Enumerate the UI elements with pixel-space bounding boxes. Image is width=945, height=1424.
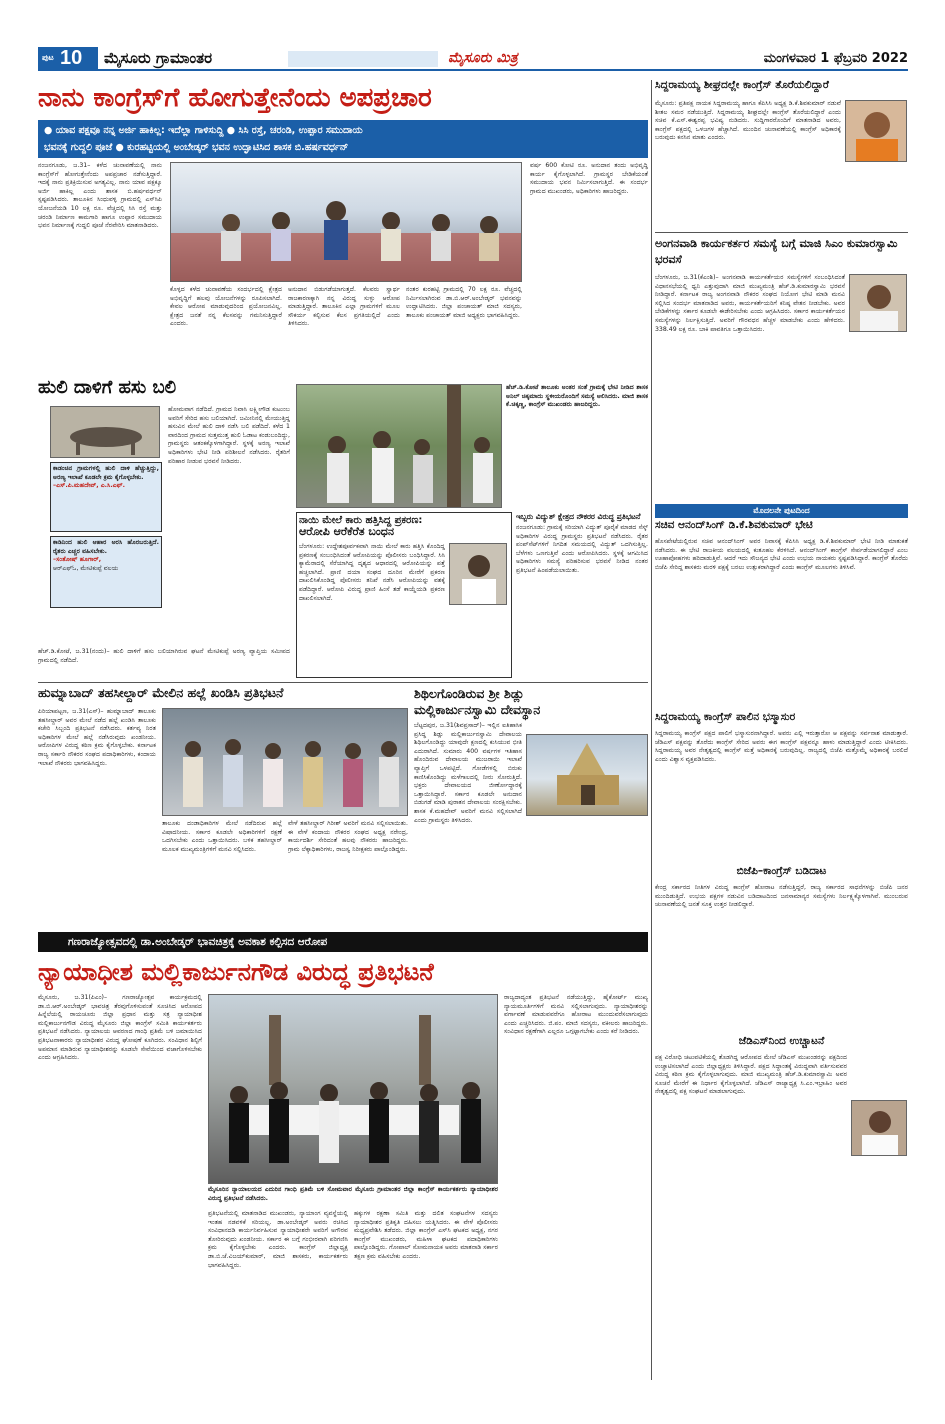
electric-body: ನಂಜನಗೂಡು: ಗ್ರಾಮಕ್ಕೆ ಸರಿಯಾಗಿ ವಿದ್ಯುತ್ ಪೂರೈಕೆ ಮಾಡದ ಸೆಸ್ಕ್ ಅಧಿಕಾರಿಗಳ ವಿರುದ್ಧ ಗ್ರಾಮಸ್ಥರು ಪ್ರತಿಭಟನೆ ನಡೆಸಿದರು. ರೈತರ ಪಂಪ್‌ಸೆಟ್‌ಗಳಿಗೆ ನಿಗದಿತ ಸಮಯದಲ್ಲಿ ವಿದ್ಯುತ್ ಒದಗಿಸುತ್ತಿಲ್ಲ. ಬೆಳೆಗಳು ಒಣಗುತ್ತಿವೆ ಎಂದು ಆರೋಪಿಸಿದರು. ಸ್ಥಳಕ್ಕೆ ಆಗಮಿಸಿದ ಅಧಿಕಾರಿಗಳು ಸಮಸ್ಯೆ ಪರಿಹರಿಸುವ ಭರವಸೆ ನೀಡಿದ ನಂತರ ಪ್ರತಿಭಟನೆ ಹಿಂಪಡೆಯಲಾಯಿತು. [516,524,648,574]
ambedkar-photo-scene [209,995,498,1184]
temple-headline-2: ಮಲ್ಲಿಕಾರ್ಜುನಸ್ವಾಮಿ ದೇವಸ್ಥಾನ [414,702,541,717]
temple-graphic [527,735,648,816]
lead-col1: ನಂಜನಗೂಡು, ಜ.31– ಕಳೆದ ಚುನಾವಣೆಯಲ್ಲಿ ನಾನು ಕಾಂಗ್ರೆಸ್‌ಗೆ ಹೋಗುತ್ತೇನೆಂದು ಅಪಪ್ರಚಾರ ನಡೆಸುತ್ತಿದ್ದಾರೆ. ಇದಕ್ಕೆ ನಾನು ಪ್ರತಿಕ್ರಿಯಿಸುವ ಅಗತ್ಯವಿಲ್ಲ. ನಾನು ಯಾವ ಪಕ್ಷಕ್ಕೂ ಅರ್ಜಿ ಹಾಕಿಲ್ಲ ಎಂದು ಶಾಸಕ ಬಿ.ಹರ್ಷವರ್ಧನ್ ಸ್ಪಷ್ಟಪಡಿಸಿದರು. ತಾಲೂಕಿನ ಸಿಂಧುವಳ್ಳಿ ಗ್ರಾಮದಲ್ಲಿ ಎಸ್‌ಸಿಪಿ ಯೋಜನೆಯಡಿ 10 ಲಕ್ಷ ರೂ. ವೆಚ್ಚದಲ್ಲಿ ಸಿಸಿ ರಸ್ತೆ ಮತ್ತು ಚರಂಡಿ ನಿರ್ಮಾಣ ಕಾಮಗಾರಿ ಹಾಗೂ ಉಪ್ಪಾರ ಸಮುದಾಯ ಭವನ ನಿರ್ಮಾಣಕ್ಕೆ ಗುದ್ದಲಿ ಪೂಜೆ ನೆರವೇರಿಸಿ ಮಾತನಾಡಿದರು. [38,162,162,230]
jds-photo [851,1100,907,1156]
page-label: ಪುಟ [42,53,54,62]
jds-headline: ಜೆಡಿಎಸ್‌ನಿಂದ ಉಚ್ಚಾಟನೆ [738,1036,825,1047]
humnabad-body: ಪಿರಿಯಾಪಟ್ಟಣ, ಜ.31(ಎಸ್)– ಹುಮ್ನಾಬಾದ್ ತಾಲೂಕು ತಹಸೀಲ್ದಾರ್ ಅವರ ಮೇಲೆ ನಡೆದ ಹಲ್ಲೆ ಖಂಡಿಸಿ ತಾಲೂಕು ಕಚೇರಿ ಸಿಬ್ಬಂದಿ ಪ್ರತಿಭಟನೆ ನಡೆಸಿದರು. ಕರ್ತವ್ಯ ನಿರತ ಅಧಿಕಾರಿಗಳ ಮೇಲೆ ಹಲ್ಲೆ ನಡೆಸಿರುವುದು ಖಂಡನೀಯ. ಆರೋಪಿಗಳ ವಿರುದ್ಧ ಕಠಿಣ ಕ್ರಮ ಕೈಗೊಳ್ಳಬೇಕು. ಕರ್ನಾಟಕ ರಾಜ್ಯ ಸರ್ಕಾರಿ ನೌಕರರ ಸಂಘದ ಪದಾಧಿಕಾರಿಗಳು, ಕಂದಾಯ ಇಲಾಖೆ ನೌಕರರು ಭಾಗವಹಿಸಿದ್ದರು. [38,708,156,767]
cow-graphic [51,407,160,458]
right-top-headline: ಸಿದ್ದರಾಮಯ್ಯ ಶೀಘ್ರದಲ್ಲೇ ಕಾಂಗ್ರೆಸ್ ತೊರೆಯಲಿದ್ದಾರೆ [655,80,829,91]
anand-singh-story [655,520,908,708]
humnabad-story [38,686,408,926]
ambedkar-headline: ನ್ಯಾಯಾಧೀಶ ಮಲ್ಲಿಕಾರ್ಜುನಗೌಡ ವಿರುದ್ಧ ಪ್ರತಿಭಟನೆ [38,958,434,986]
humnabad-body-2: ತಾಲೂಕು ದಂಡಾಧಿಕಾರಿಗಳ ಮೇಲೆ ನಡೆದಿರುವ ಹಲ್ಲೆ ವಿಷಾದನೀಯ. ಸರ್ಕಾರ ಕೂಡಲೇ ಅಧಿಕಾರಿಗಳಿಗೆ ರಕ್ಷಣೆ ಒದಗಿಸಬೇಕು ಎಂದು ಒತ್ತಾಯಿಸಿದರು. ಬಳಿಕ ತಹಸೀಲ್ದಾರ್ ಮೂಲಕ ಮುಖ್ಯಮಂತ್ರಿಗಳಿಗೆ ಮನವಿ ಸಲ್ಲಿಸಿದರು. [162,820,282,853]
portrait-graphic-2 [850,275,907,332]
lead-sub2: ಭವನಕ್ಕೆ ಗುದ್ದಲಿ ಪೂಜೆ ● ಕುರಹಟ್ಟಿಯಲ್ಲಿ ಅಂಬೇಡ್ಕರ್ ಭವನ ಉದ್ಘಾಟಿಸಿದ ಶಾಸಕ ಬಿ.ಹರ್ಷವರ್ಧನ್ [44,142,349,153]
lead-col4: ನಂತರ ಕುರಹಟ್ಟಿ ಗ್ರಾಮದಲ್ಲಿ 70 ಲಕ್ಷ ರೂ. ವೆಚ್ಚದಲ್ಲಿ ನಿರ್ಮಿಸಲಾಗಿರುವ ಡಾ.ಬಿ.ಆರ್.ಅಂಬೇಡ್ಕರ್ ಭವನವನ್ನು ಉದ್ಘಾಟಿಸಿದರು. ಜಿಲ್ಲಾ ಪಂಚಾಯತ್ ಮಾಜಿ ಸದಸ್ಯರು, ತಾಲೂಕು ಪಂಚಾಯತ್ ಮಾಜಿ ಅಧ್ಯಕ್ಷರು ಭಾಗವಹಿಸಿದ್ದರು. [406,286,522,319]
bhasmasura-body: ಸಿದ್ದರಾಮಯ್ಯ ಕಾಂಗ್ರೆಸ್ ಪಕ್ಷದ ಪಾಲಿಗೆ ಭಸ್ಮಾಸುರನಾಗಿದ್ದಾರೆ. ಅವರು ಎಲ್ಲಿ ಇರುತ್ತಾರೋ ಆ ಪಕ್ಷವನ್ನು ಸರ್ವನಾಶ ಮಾಡುತ್ತಾರೆ. ಜೆಡಿಎಸ್ ಪಕ್ಷವನ್ನು ತೊರೆದು ಕಾಂಗ್ರೆಸ್ ಸೇರಿದ ಅವರು ಈಗ ಕಾಂಗ್ರೆಸ್ ಪಕ್ಷವನ್ನೂ ಹಾಳು ಮಾಡುತ್ತಿದ್ದಾರೆ ಎಂದು ಟೀಕಿಸಿದರು. ಸಿದ್ದರಾಮಯ್ಯ ಅವರ ನೇತೃತ್ವದಲ್ಲಿ ಕಾಂಗ್ರೆಸ್ ಮತ್ತೆ ಅಧಿಕಾರಕ್ಕೆ ಬರುವುದಿಲ್ಲ. ರಾಜ್ಯದಲ್ಲಿ ಬಿಜೆಪಿ ಮತ್ತೊಮ್ಮೆ ಅಧಿಕಾರಕ್ಕೆ ಬರಲಿದೆ ಎಂದು ವಿಶ್ವಾಸ ವ್ಯಕ್ತಪಡಿಸಿದರು. [655,730,908,763]
visit-photo-caption: ಹೆಚ್.ಡಿ.ಕೋಟೆ ತಾಲೂಕು ಅಂತರ ಸಂತೆ ಗ್ರಾಮಕ್ಕೆ ಭೇಟಿ ನೀಡಿದ ಶಾಸಕ ಅನಿಲ್ ಚಿಕ್ಕಮಾದು ಸ್ಥಳೀಯರೊಂದಿಗೆ ಸಮಸ್ಯೆ ಆಲಿಸಿದರು. ಮಾಜಿ ಶಾಸಕ ಕೆ.ಚಿಕ್ಕಣ್ಣ, ಕಾಂಗ್ರೆಸ್ ಮುಖಂಡರು ಹಾಜರಿದ್ದರು. [506,384,648,409]
lead-photo [170,162,522,282]
dog-car-subhead: ಆರೋಪಿ ಆರೆಕೆರೆತ ಬಂಧನ [299,525,394,538]
lead-story [38,80,648,370]
humnabad-photo-scene [163,709,408,816]
ambedkar-col2: ಪ್ರತಿಭಟನೆಯಲ್ಲಿ ಮಾತನಾಡಿದ ಮುಖಂಡರು, ನ್ಯಾಯಾಂಗ ವ್ಯವಸ್ಥೆಯಲ್ಲಿ ಇಂತಹ ನಡವಳಿಕೆ ಸರಿಯಲ್ಲ. ಡಾ.ಅಂಬೇಡ್ಕರ್ ಅವರು ರಚಿಸಿದ ಸಂವಿಧಾನದಡಿ ಕಾರ್ಯನಿರ್ವಹಿಸುವ ನ್ಯಾಯಾಧೀಶರೇ ಅವರಿಗೆ ಅಗೌರವ ತೋರಿರುವುದು ಖಂಡನೀಯ. ಸರ್ಕಾರ ಈ ಬಗ್ಗೆ ಗಂಭೀರವಾಗಿ ಪರಿಗಣಿಸಿ ಕ್ರಮ ಕೈಗೊಳ್ಳಬೇಕು ಎಂದರು. ಕಾಂಗ್ರೆಸ್ ಜಿಲ್ಲಾಧ್ಯಕ್ಷ ಡಾ.ಬಿ.ಜೆ.ವಿಜಯ್‌ಕುಮಾರ್, ಮಾಜಿ ಶಾಸಕರು, ಕಾರ್ಯಕರ್ತರು ಭಾಗವಹಿಸಿದ್ದರು. [208,1210,348,1269]
dog-car-body: ಬೆಂಗಳೂರು: ಉದ್ದೇಶಪೂರ್ವಕವಾಗಿ ನಾಯಿ ಮೇಲೆ ಕಾರು ಹತ್ತಿಸಿ ಕೊಂದಿದ್ದ ಪ್ರಕರಣಕ್ಕೆ ಸಂಬಂಧಿಸಿದಂತೆ ಆರೋಪಿಯನ್ನು ಪೊಲೀಸರು ಬಂಧಿಸಿದ್ದಾರೆ. ಸಿಸಿ ಕ್ಯಾಮೆರಾದಲ್ಲಿ ಸೆರೆಯಾಗಿದ್ದ ದೃಶ್ಯದ ಆಧಾರದಲ್ಲಿ ಆರೋಪಿಯನ್ನು ಪತ್ತೆ ಹಚ್ಚಲಾಗಿದೆ. ಪ್ರಾಣಿ ದಯಾ ಸಂಘದ ದೂರಿನ ಮೇರೆಗೆ ಪ್ರಕರಣ ದಾಖಲಿಸಿಕೊಂಡಿದ್ದ ಪೊಲೀಸರು ತನಿಖೆ ನಡೆಸಿ ಆರೋಪಿಯನ್ನು ವಶಕ್ಕೆ ಪಡೆದಿದ್ದಾರೆ. ಆರೋಪಿ ವಿರುದ್ಧ ಪ್ರಾಣಿ ಹಿಂಸೆ ತಡೆ ಕಾಯ್ದೆಯಡಿ ಪ್ರಕರಣ ದಾಖಲಿಸಲಾಗಿದೆ. [299,543,445,602]
dog-car-headline: ನಾಯಿ ಮೇಲೆ ಕಾರು ಹತ್ತಿಸಿದ್ದ ಪ್ರಕರಣ: [299,515,423,526]
tiger-quote-1 [50,462,162,532]
bhasmasura-story [655,712,908,864]
anganwadi-story [655,236,908,494]
continued-banner: ಮೊದಲನೇ ಪುಟದಿಂದ [655,504,908,518]
visit-photo-scene [297,385,502,508]
lead-col2: ಕೊಳ್ಳದ ಕಳೆದ ಚುನಾವಣೆಯ ಸಂದರ್ಭದಲ್ಲಿ ಕ್ಷೇತ್ರದ ಅಭಿವೃದ್ಧಿಗೆ ಹಲವು ಯೋಜನೆಗಳನ್ನು ರೂಪಿಸಲಾಗಿದೆ. ಕೇವಲ ಆರೋಪ ಮಾಡುವುದರಿಂದ ಪ್ರಯೋಜನವಿಲ್ಲ. ಕ್ಷೇತ್ರದ ಜನತೆ ನನ್ನ ಕೆಲಸವನ್ನು ಗಮನಿಸುತ್ತಿದ್ದಾರೆ ಎಂದರು. [170,286,282,328]
tiger-story [38,378,290,678]
humnabad-photo [162,708,408,816]
bjp-congress-story [655,866,908,1034]
anganwadi-body: ಬೆಂಗಳೂರು, ಜ.31(ಕೆಎಂಶಿ)– ಅಂಗನವಾಡಿ ಕಾರ್ಯಕರ್ತೆಯರ ಸಮಸ್ಯೆಗಳಿಗೆ ಸಂಬಂಧಿಸಿದಂತೆ ವಿಧಾನಸಭೆಯಲ್ಲಿ ಧ್ವನಿ ಎತ್ತುವುದಾಗಿ ಮಾಜಿ ಮುಖ್ಯಮಂತ್ರಿ ಹೆಚ್.ಡಿ.ಕುಮಾರಸ್ವಾಮಿ ಭರವಸೆ ನೀಡಿದ್ದಾರೆ. ಕರ್ನಾಟಕ ರಾಜ್ಯ ಅಂಗನವಾಡಿ ನೌಕರರ ಸಂಘದ ನಿಯೋಗ ಭೇಟಿ ಮಾಡಿ ಮನವಿ ಸಲ್ಲಿಸಿದ ಸಂದರ್ಭ ಮಾತನಾಡಿದ ಅವರು, ಕಾರ್ಯಕರ್ತೆಯರಿಗೆ ಕನಿಷ್ಠ ವೇತನ ನೀಡಬೇಕು. ಅವರ ಬೇಡಿಕೆಗಳನ್ನು ಸರ್ಕಾರ ಕೂಡಲೇ ಈಡೇರಿಸಬೇಕು ಎಂದು ಆಗ್ರಹಿಸಿದರು. ಸರ್ಕಾರ ಕಾರ್ಯಕರ್ತೆಯರ ಸಮಸ್ಯೆಗಳನ್ನು ನಿರ್ಲಕ್ಷಿಸುತ್ತಿದೆ. ಅವರಿಗೆ ಗೌರವಧನ ಹೆಚ್ಚಳ ಮಾಡಬೇಕು ಎಂದು ಹೇಳಿದರು. 338.49 ಲಕ್ಷ ರೂ. ಬಾಕಿ ಪಾವತಿಗೂ ಒತ್ತಾಯಿಸಿದರು. [655,274,845,333]
bjp-congress-body: ಕೇಂದ್ರ ಸರ್ಕಾರದ ನೀತಿಗಳ ವಿರುದ್ಧ ಕಾಂಗ್ರೆಸ್ ಹೋರಾಟ ನಡೆಸುತ್ತಿದ್ದರೆ, ರಾಜ್ಯ ಸರ್ಕಾರದ ಸಾಧನೆಗಳನ್ನು ಬಿಜೆಪಿ ಜನರ ಮುಂದಿಡುತ್ತಿದೆ. ಉಭಯ ಪಕ್ಷಗಳ ನಡುವಿನ ಬಡಿದಾಟದಿಂದ ಜನಸಾಮಾನ್ಯರ ಸಮಸ್ಯೆಗಳು ನಿರ್ಲಕ್ಷ್ಯಕ್ಕೊಳಗಾಗಿವೆ. ಮುಂಬರುವ ಚುನಾವಣೆಯಲ್ಲಿ ಜನತೆ ಸೂಕ್ತ ಉತ್ತರ ನೀಡಲಿದ್ದಾರೆ. [655,884,908,909]
paper-name: ಮೈಸೂರು ಮಿತ್ರ [448,50,518,66]
temple-story [414,686,648,926]
jds-body: ಪಕ್ಷ ವಿರೋಧಿ ಚಟುವಟಿಕೆಯಲ್ಲಿ ತೊಡಗಿದ್ದ ಆರೋಪದ ಮೇಲೆ ಜೆಡಿಎಸ್ ಮುಖಂಡರನ್ನು ಪಕ್ಷದಿಂದ ಉಚ್ಚಾಟಿಸಲಾಗಿದೆ ಎಂದು ಜಿಲ್ಲಾಧ್ಯಕ್ಷರು ತಿಳಿಸಿದ್ದಾರೆ. ಪಕ್ಷದ ಸಿದ್ಧಾಂತಕ್ಕೆ ವಿರುದ್ಧವಾಗಿ ವರ್ತಿಸುವವರ ವಿರುದ್ಧ ಕಠಿಣ ಕ್ರಮ ಕೈಗೊಳ್ಳಲಾಗುವುದು. ಮಾಜಿ ಮುಖ್ಯಮಂತ್ರಿ ಹೆಚ್.ಡಿ.ಕುಮಾರಸ್ವಾಮಿ ಅವರ ಸೂಚನೆ ಮೇರೆಗೆ ಈ ನಿರ್ಧಾರ ಕೈಗೊಳ್ಳಲಾಗಿದೆ. ಜೆಡಿಎಸ್ ರಾಜ್ಯಾಧ್ಯಕ್ಷ ಸಿ.ಎಂ.ಇಬ್ರಾಹಿಂ ಅವರ ನೇತೃತ್ವದಲ್ಲಿ ಪಕ್ಷ ಸಂಘಟನೆ ಮಾಡಲಾಗುವುದು. [655,1054,847,1096]
issue-date: ಮಂಗಳವಾರ 1 ಫೆಬ್ರವರಿ 2022 [763,51,908,66]
tiger-bottom-text: ಹೆಚ್.ಡಿ.ಕೋಟೆ, ಜ.31(ನಂದು)– ಹುಲಿ ದಾಳಿಗೆ ಹಸು ಬಲಿಯಾಗಿರುವ ಘಟನೆ ಮೇಟಿಕುಪ್ಪೆ ಅರಣ್ಯ ವ್ಯಾಪ್ತಿಯ ಸಮೀಪದ ಗ್ರಾಮದಲ್ಲಿ ನಡೆದಿದೆ. [38,648,290,664]
temple-photo [526,734,648,816]
lead-sub1: ● ಯಾವ ಪಕ್ಷವೂ ನನ್ನ ಅರ್ಜಿ ಹಾಕಿಲ್ಲ: ಇದೆಲ್ಲಾ ಗಾಳಿಸುದ್ದಿ ● ಸಿಸಿ ರಸ್ತೆ, ಚರಂಡಿ, ಉಪ್ಪಾರ ಸಮುದಾಯ [44,125,363,136]
ambedkar-photo [208,994,498,1184]
page-number-box [38,47,98,71]
anand-singh-headline: ಸಚಿವ ಆನಂದ್‌ಸಿಂಗ್ ಡಿ.ಕೆ.ಶಿವಕುಮಾರ್ ಭೇಟಿ [655,520,813,531]
right-top-body: ಮೈಸೂರು: ಪ್ರತಿಪಕ್ಷ ನಾಯಕ ಸಿದ್ದರಾಮಯ್ಯ ಹಾಗೂ ಕೆಪಿಸಿಸಿ ಅಧ್ಯಕ್ಷ ಡಿ.ಕೆ.ಶಿವಕುಮಾರ್ ನಡುವೆ ಶೀತಲ ಸಮರ ನಡೆಯುತ್ತಿದೆ. ಸಿದ್ದರಾಮಯ್ಯ ಶೀಘ್ರದಲ್ಲೇ ಕಾಂಗ್ರೆಸ್ ತೊರೆಯಲಿದ್ದಾರೆ ಎಂದು ಸಚಿವ ಕೆ.ಎಸ್.ಈಶ್ವರಪ್ಪ ಭವಿಷ್ಯ ನುಡಿದರು. ಸುದ್ದಿಗಾರರೊಂದಿಗೆ ಮಾತನಾಡಿದ ಅವರು, ಕಾಂಗ್ರೆಸ್ ಪಕ್ಷದಲ್ಲಿ ಒಳಜಗಳ ಹೆಚ್ಚಾಗಿದೆ. ಮುಂದಿನ ಚುನಾವಣೆಯಲ್ಲಿ ಕಾಂಗ್ರೆಸ್ ಅಧಿಕಾರಕ್ಕೆ ಬರುವುದು ಕನಸಿನ ಮಾತು ಎಂದರು. [655,100,841,142]
tiger-column-body: ಹೋಮವಾಗ ನಡೆದಿದೆ. ಗ್ರಾಮದ ನಿವಾಸಿ ಲಕ್ಷ್ಮೀಗೌಡ ಕುಟುಂಬ ಅವರಿಗೆ ಸೇರಿದ ಹಸು ಬಲಿಯಾಗಿದೆ. ಜಮೀನಿನಲ್ಲಿ ಮೇಯುತ್ತಿದ್ದ ಹಸುವಿನ ಮೇಲೆ ಹುಲಿ ದಾಳಿ ನಡೆಸಿ ಬಲಿ ಪಡೆದಿದೆ. ಕಳೆದ 1 ವಾರದಿಂದ ಗ್ರಾಮದ ಸುತ್ತಮುತ್ತ ಹುಲಿ ಓಡಾಟ ಕಂಡುಬಂದಿದ್ದು, ಗ್ರಾಮಸ್ಥರು ಆತಂಕಕ್ಕೊಳಗಾಗಿದ್ದಾರೆ. ಸ್ಥಳಕ್ಕೆ ಅರಣ್ಯ ಇಲಾಖೆ ಅಧಿಕಾರಿಗಳು ಭೇಟಿ ನೀಡಿ ಪರಿಶೀಲನೆ ನಡೆಸಿದರು. ರೈತರಿಗೆ ಪರಿಹಾರ ನೀಡುವ ಭರವಸೆ ನೀಡಿದರು. [168,406,290,465]
portrait-graphic-3 [852,1101,907,1156]
ambedkar-col4: ರಾಜ್ಯದಾದ್ಯಂತ ಪ್ರತಿಭಟನೆ ನಡೆಯುತ್ತಿದ್ದು, ಹೈಕೋರ್ಟ್ ಮುಖ್ಯ ನ್ಯಾಯಮೂರ್ತಿಗಳಿಗೆ ಮನವಿ ಸಲ್ಲಿಸಲಾಗುವುದು. ನ್ಯಾಯಾಧೀಶರನ್ನು ವರ್ಗಾವಣೆ ಮಾಡುವವರೆಗೂ ಹೋರಾಟ ಮುಂದುವರೆಸಲಾಗುವುದು ಎಂದು ಎಚ್ಚರಿಸಿದರು. ಜಿ.ಪಂ. ಮಾಜಿ ಸದಸ್ಯರು, ವಕೀಲರು ಹಾಜರಿದ್ದರು. ಸಂವಿಧಾನ ರಕ್ಷಣೆಗಾಗಿ ಎಲ್ಲರೂ ಒಗ್ಗಟ್ಟಾಗಬೇಕು ಎಂದು ಕರೆ ನೀಡಿದರು. [504,994,648,1036]
tiger-quote-2-role: ಆರ್‌ಎಫ್‌ಓ, ಮೇಟಿಕುಪ್ಪೆ ವಲಯ [53,564,119,572]
tiger-quote-2-text: ಕಾಡಿನಿಂದ ಹುಲಿ ಆಹಾರ ಅರಸಿ ಹೊರಬರುತ್ತಿದೆ. ರೈತರು ಎಚ್ಚರ ವಹಿಸಬೇಕು. [53,539,159,555]
masthead [38,47,908,71]
jds-story [655,1036,908,1381]
lead-subheads [38,120,648,158]
ambedkar-kicker: ಗಣರಾಜ್ಯೋತ್ಸವದಲ್ಲಿ ಡಾ.ಅಂಬೇಡ್ಕರ್ ಭಾವಚಿತ್ರಕ್ಕೆ ಅವಕಾಶ ಕಲ್ಪಿಸದ ಆರೋಪ [38,932,648,952]
electric-headline: ಇಬ್ಬರು ವಿದ್ಯುತ್ ಕ್ಷೇತ್ರದ ನೌಕರರ ವಿರುದ್ಧ ಪ್ರತಿಭಟನೆ [516,512,641,521]
page-number: 10 [60,47,83,69]
section-title: ಮೈಸೂರು ಗ್ರಾಮಾಂತರ [104,49,213,67]
tiger-photo [50,406,160,458]
right-column-rule [651,80,652,1380]
bjp-congress-headline: ಬಿಜೆಪಿ–ಕಾಂಗ್ರೆಸ್ ಬಡಿದಾಟ [736,866,827,877]
tiger-headline: ಹುಲಿ ದಾಳಿಗೆ ಹಸು ಬಲಿ [38,378,177,398]
lead-col3: ಅನುದಾನ ಬಿಡುಗಡೆಯಾಗುತ್ತದೆ. ಕೆಲವರು ಸ್ವಾರ್ಥ ರಾಜಕಾರಣಕ್ಕಾಗಿ ನನ್ನ ವಿರುದ್ಧ ಸುಳ್ಳು ಆರೋಪ ಮಾಡುತ್ತಿದ್ದಾರೆ. ತಾಲೂಕಿನ ಎಲ್ಲಾ ಗ್ರಾಮಗಳಿಗೆ ಮೂಲ ಸೌಕರ್ಯ ಕಲ್ಪಿಸುವ ಕೆಲಸ ಪ್ರಗತಿಯಲ್ಲಿದೆ ಎಂದು ತಿಳಿಸಿದರು. [288,286,400,328]
bhasmasura-headline: ಸಿದ್ದರಾಮಯ್ಯ ಕಾಂಗ್ರೆಸ್ ಪಾಲಿನ ಭಸ್ಮಾಸುರ [655,712,796,723]
masthead-band [288,51,438,67]
ambedkar-col3: ಹಕ್ಕುಗಳ ರಕ್ಷಣಾ ಸಮಿತಿ ಮತ್ತು ದಲಿತ ಸಂಘಟನೆಗಳ ಸದಸ್ಯರು ನ್ಯಾಯಾಧೀಶರ ಪ್ರತಿಕೃತಿ ದಹಿಸಲು ಯತ್ನಿಸಿದರು. ಈ ವೇಳೆ ಪೊಲೀಸರು ಮಧ್ಯಪ್ರವೇಶಿಸಿ ತಡೆದರು. ಜಿಲ್ಲಾ ಕಾಂಗ್ರೆಸ್ ಎಸ್‌ಸಿ ಘಟಕದ ಅಧ್ಯಕ್ಷ, ನಗರ ಕಾಂಗ್ರೆಸ್ ಮುಖಂಡರು, ಮಹಿಳಾ ಘಟಕದ ಪದಾಧಿಕಾರಿಗಳು ಪಾಲ್ಗೊಂಡಿದ್ದರು. ಗೋಪಾಲ್ ಸೋಮನಾಯಕ ಅವರು ಮಾತನಾಡಿ ಸರ್ಕಾರ ತಕ್ಷಣ ಕ್ರಮ ವಹಿಸಬೇಕು ಎಂದರು. [354,1210,498,1260]
tiger-quote-1-text: ಕಾಡಂಚಿನ ಗ್ರಾಮಗಳಲ್ಲಿ ಹುಲಿ ದಾಳಿ ಹೆಚ್ಚುತ್ತಿದ್ದು, ಅರಣ್ಯ ಇಲಾಖೆ ಕೂಡಲೇ ಕ್ರಮ ಕೈಗೊಳ್ಳಬೇಕು. [53,465,159,481]
eshwarappa-photo [845,100,907,162]
ambedkar-photo-caption: ಮೈಸೂರಿನ ನ್ಯಾಯಾಲಯದ ಎದುರಿನ ಗಾಂಧಿ ಪ್ರತಿಮೆ ಬಳಿ ಸೋಮವಾರ ಮೈಸೂರು ಗ್ರಾಮಾಂತರ ಜಿಲ್ಲಾ ಕಾಂಗ್ರೆಸ್ ಕಾರ್ಯಕರ್ತರು ನ್ಯಾಯಾಧೀಶರ ವಿರುದ್ಧ ಪ್ರತಿಭಟನೆ ನಡೆಸಿದರು. [208,1186,498,1202]
tiger-quote-2-name: –ಸಂತೋಷ್ ಹೂಗಾರ್, [53,556,102,564]
humnabad-headline: ಹುಮ್ನಾಬಾದ್ ತಹಸೀಲ್ದಾರ್ ಮೇಲಿನ ಹಲ್ಲೆ ಖಂಡಿಸಿ ಪ್ರತಿಭಟನೆ [38,686,284,700]
mid-divider [38,682,648,683]
anand-singh-body: ಹೊಸಪೇಟೆಯಲ್ಲಿರುವ ಸಚಿವ ಆನಂದ್‌ಸಿಂಗ್ ಅವರ ನಿವಾಸಕ್ಕೆ ಕೆಪಿಸಿಸಿ ಅಧ್ಯಕ್ಷ ಡಿ.ಕೆ.ಶಿವಕುಮಾರ್ ಭೇಟಿ ನೀಡಿ ಮಾತುಕತೆ ನಡೆಸಿದರು. ಈ ಭೇಟಿ ರಾಜಕೀಯ ವಲಯದಲ್ಲಿ ಕುತೂಹಲ ಕೆರಳಿಸಿದೆ. ಆನಂದ್‌ಸಿಂಗ್ ಕಾಂಗ್ರೆಸ್ ಸೇರ್ಪಡೆಯಾಗಲಿದ್ದಾರೆ ಎಂಬ ಊಹಾಪೋಹಗಳು ಹರಿದಾಡುತ್ತಿವೆ. ಆದರೆ ಇದು ಸೌಜನ್ಯದ ಭೇಟಿ ಎಂದು ಉಭಯ ನಾಯಕರು ಸ್ಪಷ್ಟಪಡಿಸಿದ್ದಾರೆ. ಕಾಂಗ್ರೆಸ್ ತೊರೆದು ಬಿಜೆಪಿ ಸೇರಿದ್ದ ಶಾಸಕರು ಮರಳಿ ಪಕ್ಷಕ್ಕೆ ಬರಲು ಉತ್ಸುಕರಾಗಿದ್ದಾರೆ ಎಂದು ಕಾಂಗ್ರೆಸ್ ಮೂಲಗಳು ತಿಳಿಸಿವೆ. [655,538,908,571]
right-top-story [655,80,908,230]
tiger-quote-2 [50,536,162,608]
anganwadi-headline: ಅಂಗನವಾಡಿ ಕಾರ್ಯಕರ್ತರ ಸಮಸ್ಯೆ ಬಗ್ಗೆ ಮಾಜಿ ಸಿಎಂ ಕುಮಾರಸ್ವಾಮಿ ಭರವಸೆ [655,237,898,266]
humnabad-body-3: ವೇಳೆ ತಹಸೀಲ್ದಾರ್ ಗಿರೀಶ್ ಅವರಿಗೆ ಮನವಿ ಸಲ್ಲಿಸಲಾಯಿತು. ಈ ವೇಳೆ ಕಂದಾಯ ನೌಕರರ ಸಂಘದ ಅಧ್ಯಕ್ಷ ನರೇಂದ್ರ, ಕಾರ್ಯದರ್ಶಿ ಸೇರಿದಂತೆ ಹಲವು ನೌಕರರು ಹಾಜರಿದ್ದರು. ಗ್ರಾಮ ಲೆಕ್ಕಾಧಿಕಾರಿಗಳು, ರಾಜಸ್ವ ನಿರೀಕ್ಷಕರು ಪಾಲ್ಗೊಂಡಿದ್ದರು. [288,820,408,853]
ambedkar-col1: ಮೈಸೂರು, ಜ.31(ಪಿಎಂ)– ಗಣರಾಜ್ಯೋತ್ಸವ ಕಾರ್ಯಕ್ರಮದಲ್ಲಿ ಡಾ.ಬಿ.ಆರ್.ಅಂಬೇಡ್ಕರ್ ಭಾವಚಿತ್ರ ತೆರವುಗೊಳಿಸುವಂತೆ ಸೂಚಿಸಿದ ಆರೋಪದ ಹಿನ್ನೆಲೆಯಲ್ಲಿ ರಾಯಚೂರು ಜಿಲ್ಲಾ ಪ್ರಧಾನ ಮತ್ತು ಸತ್ರ ನ್ಯಾಯಾಧೀಶ ಮಲ್ಲಿಕಾರ್ಜುನಗೌಡ ವಿರುದ್ಧ ಮೈಸೂರು ಜಿಲ್ಲಾ ಕಾಂಗ್ರೆಸ್ ಸಮಿತಿ ಕಾರ್ಯಕರ್ತರು ಪ್ರತಿಭಟನೆ ನಡೆಸಿದರು. ನ್ಯಾಯಾಲಯ ಆವರಣದ ಗಾಂಧಿ ಪ್ರತಿಮೆ ಬಳಿ ಜಮಾಯಿಸಿದ ಪ್ರತಿಭಟನಾಕಾರರು ನ್ಯಾಯಾಧೀಶರ ವಿರುದ್ಧ ಘೋಷಣೆ ಕೂಗಿದರು. ಸಂವಿಧಾನ ಶಿಲ್ಪಿಗೆ ಅಪಮಾನ ಮಾಡಿರುವ ನ್ಯಾಯಾಧೀಶರನ್ನು ಕೂಡಲೇ ಸೇವೆಯಿಂದ ವಜಾಗೊಳಿಸಬೇಕು ಎಂದು ಆಗ್ರಹಿಸಿದರು. [38,994,202,1062]
electric-story [516,512,648,678]
tiger-quote-1-name: –ಎಸ್.ಪಿ.ಮಹದೇವ್, ಎ.ಸಿ.ಎಫ್. [53,482,125,490]
lead-photo-scene [171,163,522,282]
portrait-graphic [846,101,907,162]
temple-headline-1: ಶಿಥಿಲಗೊಂಡಿರುವ ಶ್ರೀ ಶಿಡ್ಲು [414,686,525,701]
lead-col5: ವರ್ಷ 600 ಕೋಟಿ ರೂ. ಅನುದಾನ ತಂದು ಅಭಿವೃದ್ಧಿ ಕಾರ್ಯ ಕೈಗೊಳ್ಳಲಾಗಿದೆ. ಗ್ರಾಮಸ್ಥರ ಬೇಡಿಕೆಯಂತೆ ಸಮುದಾಯ ಭವನ ನಿರ್ಮಿಸಲಾಗುತ್ತಿದೆ. ಈ ಸಂದರ್ಭ ಗ್ರಾಮದ ಮುಖಂಡರು, ಅಧಿಕಾರಿಗಳು ಹಾಜರಿದ್ದರು. [530,162,648,195]
dog-car-story [296,512,512,678]
lead-headline: ನಾನು ಕಾಂಗ್ರೆಸ್‌ಗೆ ಹೋಗುತ್ತೇನೆಂದು ಅಪಪ್ರಚಾರ [38,83,432,113]
temple-body: ಬೆಟ್ಟದಪುರ, ಜ.31(ಶಿವಪ್ರಸಾದ್)– ಇಲ್ಲಿನ ಐತಿಹಾಸಿಕ ಪ್ರಸಿದ್ಧ ಶಿಡ್ಲು ಮಲ್ಲಿಕಾರ್ಜುನಸ್ವಾಮಿ ದೇವಾಲಯ ಶಿಥಿಲಗೊಂಡಿದ್ದು ಯಾವುದೇ ಕ್ಷಣದಲ್ಲಿ ಕುಸಿಯುವ ಭೀತಿ ಎದುರಾಗಿದೆ. ಸುಮಾರು 400 ವರ್ಷಗಳ ಇತಿಹಾಸ ಹೊಂದಿರುವ ದೇವಾಲಯ ಮುಜರಾಯಿ ಇಲಾಖೆ ವ್ಯಾಪ್ತಿಗೆ ಒಳಪಟ್ಟಿದೆ. ಗೋಡೆಗಳಲ್ಲಿ ಬಿರುಕು ಕಾಣಿಸಿಕೊಂಡಿದ್ದು ಮಳೆಗಾಲದಲ್ಲಿ ನೀರು ಸೋರುತ್ತಿದೆ. ಭಕ್ತರು ದೇವಾಲಯದ ಜೀರ್ಣೋದ್ಧಾರಕ್ಕೆ ಒತ್ತಾಯಿಸಿದ್ದಾರೆ. ಸರ್ಕಾರ ಕೂಡಲೇ ಅನುದಾನ ಬಿಡುಗಡೆ ಮಾಡಿ ಪುರಾತನ ದೇವಾಲಯ ಸಂರಕ್ಷಿಸಬೇಕು. ಶಾಸಕ ಕೆ.ಮಹದೇವ್ ಅವರಿಗೆ ಮನವಿ ಸಲ್ಲಿಸಲಾಗಿದೆ ಎಂದು ಗ್ರಾಮಸ್ಥರು ತಿಳಿಸಿದರು. [414,722,522,824]
kumaraswamy-photo [849,274,907,332]
right-divider-1 [655,232,908,233]
accused-photo [449,543,507,605]
portrait-graphic-4 [450,544,507,605]
visit-photo [296,384,502,508]
